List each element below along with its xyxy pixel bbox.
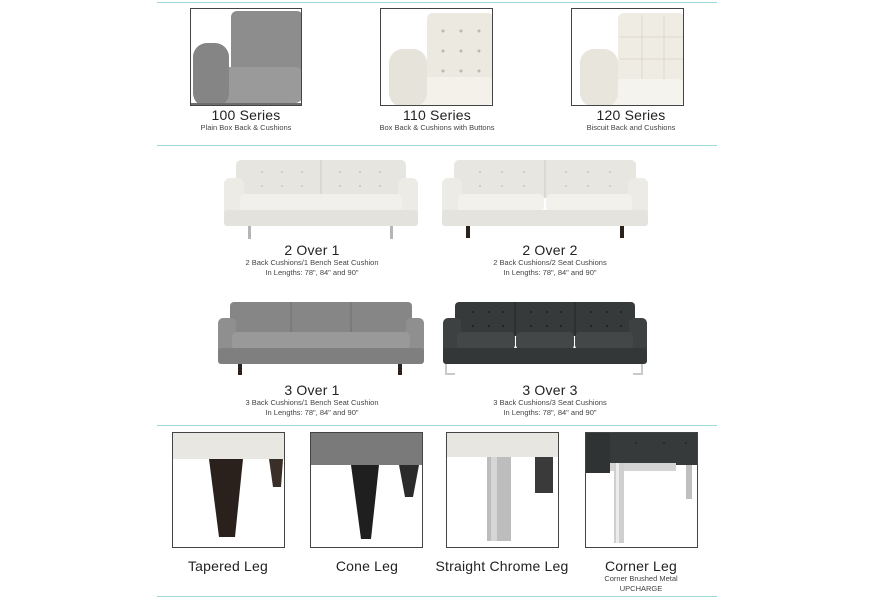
cone-leg-image xyxy=(310,432,423,548)
sofa-2-over-1-caption xyxy=(222,242,402,278)
series-110-caption xyxy=(362,107,512,133)
sofa-2-over-1-line1: 2 Back Cushions/1 Bench Seat Cushion xyxy=(245,258,379,267)
series-100-caption xyxy=(170,107,322,133)
corner-leg-title: Corner Leg xyxy=(604,558,678,574)
sofa-3-over-3-caption xyxy=(460,382,640,418)
sofa-3-over-3-image xyxy=(441,300,649,376)
sofa-3-over-3-title: 3 Over 3 xyxy=(522,382,578,398)
straight-chrome-leg-image xyxy=(446,432,559,548)
cone-leg-title: Cone Leg xyxy=(335,558,399,574)
corner-leg-note1: Corner Brushed Metal xyxy=(604,574,678,583)
sofa-2-over-1-title: 2 Over 1 xyxy=(284,242,340,258)
sofa-2-over-2-line1: 2 Back Cushions/2 Seat Cushions xyxy=(493,258,607,267)
sofa-2-over-1-line2: In Lengths: 78", 84" and 90" xyxy=(265,268,359,277)
tapered-leg-image xyxy=(172,432,285,548)
series-110-subtitle: Box Back & Cushions with Buttons xyxy=(379,123,495,132)
divider-after-sofas xyxy=(157,425,717,426)
series-120-subtitle: Biscuit Back and Cushions xyxy=(586,123,676,132)
sofa-3-over-1-image xyxy=(216,300,426,376)
divider-top xyxy=(157,2,717,3)
sofa-2-over-2-title: 2 Over 2 xyxy=(522,242,578,258)
sofa-3-over-1-title: 3 Over 1 xyxy=(284,382,340,398)
corner-leg-note2: UPCHARGE xyxy=(619,584,663,593)
sofa-3-over-3-line2: In Lengths: 78", 84" and 90" xyxy=(503,408,597,417)
corner-leg-image xyxy=(585,432,698,548)
series-120-title: 120 Series xyxy=(596,107,666,123)
divider-bottom xyxy=(157,596,717,597)
series-120-image xyxy=(571,8,684,106)
sofa-2-over-2-caption xyxy=(460,242,640,278)
sofa-3-over-1-line2: In Lengths: 78", 84" and 90" xyxy=(265,408,359,417)
series-120-caption xyxy=(556,107,706,133)
straight-chrome-leg-caption xyxy=(422,558,582,574)
cone-leg-caption xyxy=(296,558,438,574)
sofa-2-over-2-line2: In Lengths: 78", 84" and 90" xyxy=(503,268,597,277)
divider-after-series xyxy=(157,145,717,146)
sofa-3-over-1-line1: 3 Back Cushions/1 Bench Seat Cushion xyxy=(245,398,379,407)
sofa-3-over-3-line1: 3 Back Cushions/3 Seat Cushions xyxy=(493,398,607,407)
series-110-image xyxy=(380,8,493,106)
tapered-leg-caption xyxy=(157,558,299,574)
straight-chrome-leg-title: Straight Chrome Leg xyxy=(435,558,569,574)
sofa-2-over-1-image xyxy=(222,158,420,240)
series-100-subtitle: Plain Box Back & Cushions xyxy=(200,123,292,132)
series-110-title: 110 Series xyxy=(403,107,471,123)
series-100-title: 100 Series xyxy=(211,107,281,123)
sofa-2-over-2-image xyxy=(440,158,650,240)
sofa-3-over-1-caption xyxy=(222,382,402,418)
corner-leg-caption xyxy=(570,558,712,594)
series-100-image xyxy=(190,8,302,106)
tapered-leg-title: Tapered Leg xyxy=(187,558,269,574)
